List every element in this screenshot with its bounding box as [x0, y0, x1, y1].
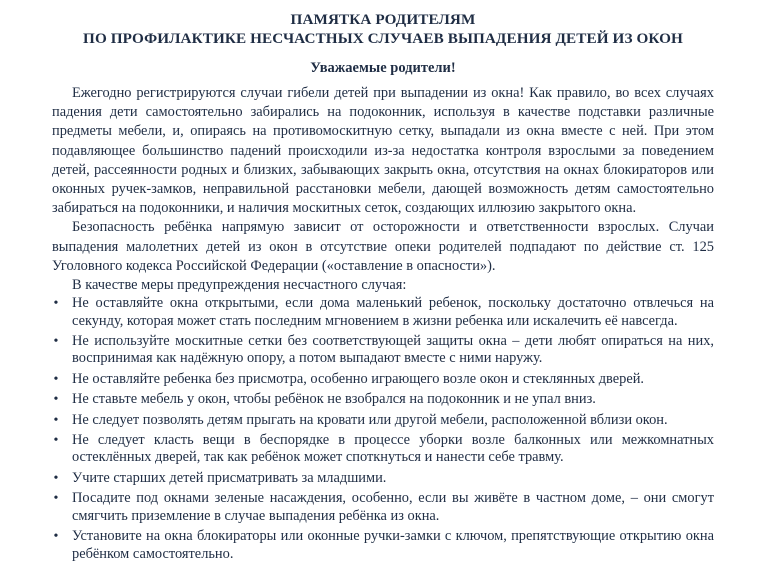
list-item [52, 412, 714, 429]
greeting: Уважаемые родители! [310, 60, 456, 76]
list-item-text: Не оставляйте окна открытыми, если дома маленький ребенок, поскольку достаточно отвлечься на секунду, которая может стать последним мгновением в жизни ребенка или искалечить её навсегда. [72, 295, 714, 329]
list-item-text: Не используйте москитные сетки без соответствующей защиты окна – дети любят опираться на них, воспринимая как надёжную опору, а потом выпадают вместе с ними наружу. [72, 333, 714, 367]
list-item-text: Не следует позволять детям прыгать на кровати или другой мебели, расположенной вблизи окон. [72, 411, 668, 428]
bullet-icon: • [53, 334, 59, 350]
bullet-icon: • [53, 296, 59, 312]
bullet-icon: • [53, 412, 59, 428]
bullet-icon: • [53, 491, 59, 507]
document-title-line-2: ПО ПРОФИЛАКТИКЕ НЕСЧАСТНЫХ СЛУЧАЕВ ВЫПАДЕНИЯ ДЕТЕЙ ИЗ ОКОН [83, 30, 683, 47]
list-item [52, 333, 714, 368]
list-item [52, 371, 714, 388]
bullet-icon: • [53, 392, 59, 408]
list-item-text: Учите старших детей присматривать за младшими. [72, 469, 387, 486]
list-intro: В качестве меры предупреждения несчастного случая: [72, 277, 407, 294]
list-item-text: Посадите под окнами зеленые насаждения, особенно, если вы живёте в частном доме, – они смогут смягчить приземление в случае выпадения ребёнка из окна. [72, 490, 714, 524]
list-item [52, 432, 714, 467]
list-item-text: Не ставьте мебель у окон, чтобы ребёнок не взобрался на подоконник и не упал вниз. [72, 391, 596, 408]
bullet-icon: • [53, 529, 59, 545]
list-item [52, 490, 714, 525]
document-title-line-1: ПАМЯТКА РОДИТЕЛЯМ [290, 11, 476, 28]
bullet-icon: • [53, 470, 59, 486]
paragraph-safety: Безопасность ребёнка напрямую зависит от осторожности и ответственности взрослых. Случаи выпадения малолетних детей из окон в отсутствие опеки родителей подпадают по действие ст. 125 Уголовного кодекса Российской Федерации («оставление в опасности»). [52, 219, 714, 274]
paragraph-intro: Ежегодно регистрируются случаи гибели детей при выпадении из окна! Как правило, во всех случаях падения дети самостоятельно забирались на подоконник, используя в качестве подставки различные предметы мебели, и, опираясь на противомоскитную сетку, выпадали из окна вместе с ней. При этом подавляющее большинство падений происходили из-за недостатка контроля взрослыми за поведением детей, рассеянности родных и близких, забывающих закрыть окна, отсутствия на окнах блокираторов или оконных ручек-замков, неправильной расстановки мебели, дающей возможность детям самостоятельно забираться на подоконники, и наличия москитных сеток, создающих иллюзию закрытого окна. [52, 85, 714, 217]
prevention-list [52, 295, 714, 563]
list-item [52, 295, 714, 330]
list-item-text: Установите на окна блокираторы или оконные ручки-замки с ключом, препятствующие открытию окна ребёнком самостоятельно. [72, 528, 714, 562]
list-item [52, 470, 714, 487]
list-item-text: Не оставляйте ребенка без присмотра, особенно играющего возле окон и стеклянных дверей. [72, 370, 645, 387]
list-item [52, 391, 714, 408]
list-item-text: Не следует класть вещи в беспорядке в процессе уборки возле балконных или межкомнатных остеклённых дверей, так как ребёнок может споткнуться и нанести себе травму. [72, 432, 714, 466]
bullet-icon: • [53, 371, 59, 387]
list-item [52, 528, 714, 563]
bullet-icon: • [53, 433, 59, 449]
